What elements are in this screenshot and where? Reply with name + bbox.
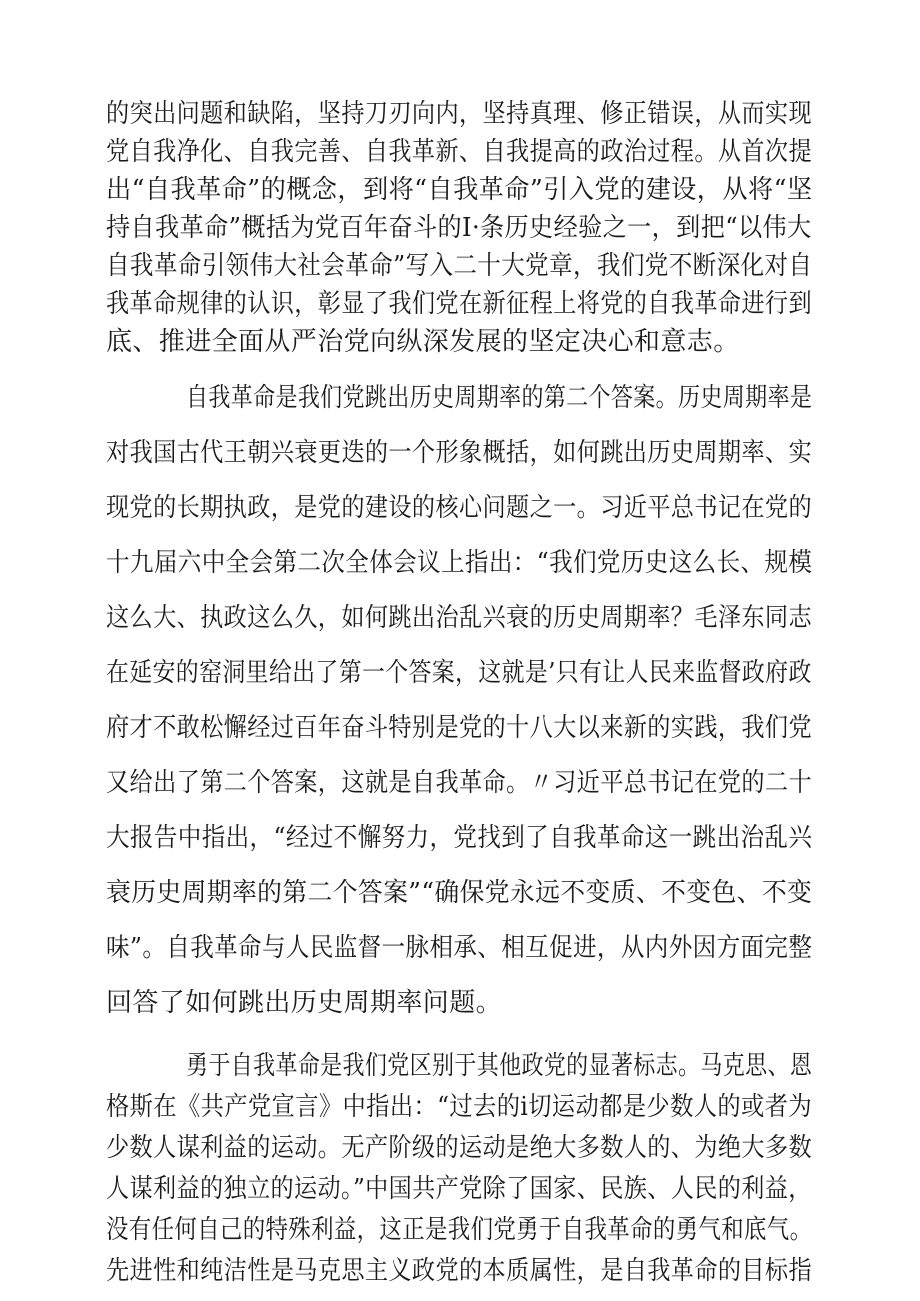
text-line: 在延安的窑洞里给出了第一个答案，这就是’只有让人民来监督政府政	[106, 658, 812, 688]
text-line: 十九届六中全会第二次全体会议上指出：“我们党历史这么长、规模	[106, 548, 813, 578]
text-line: 格斯在《共产党宣言》中指出：“过去的i切运动都是少数人的或者为	[106, 1092, 812, 1122]
text-line: 勇于自我革命是我们党区别于其他政党的显著标志。马克思、恩	[186, 1051, 813, 1081]
text-line: 回答了如何跳出历史周期率问题。	[106, 988, 503, 1018]
text-line: 又给出了第二个答案，这就是自我革命。〃习近平总书记在党的二十	[106, 768, 813, 798]
text-line: 先进性和纯洁性是马克思主义政党的本质属性，是自我革命的目标指	[106, 1256, 813, 1286]
text-line: 衰历史周期率的第二个答案”“确保党永远不变质、不变色、不变	[106, 878, 813, 908]
text-line: 自我革命引领伟大社会革命”写入二十大党章，我们党不断深化对自	[106, 251, 813, 281]
text-line: 的突出问题和缺陷，坚持刀刃向内，坚持真理、修正错误，从而实现	[106, 99, 813, 129]
text-line: 党自我净化、自我完善、自我革新、自我提高的政治过程。从首次提	[106, 137, 813, 167]
text-line: 人谋利益的独立的运动。”中国共产党除了国家、民族、人民的利益，	[106, 1174, 812, 1204]
text-line: 我革命规律的认识，彰显了我们党在新征程上将党的自我革命进行到	[106, 289, 813, 319]
text-line: 现党的长期执政，是党的建设的核心问题之一。习近平总书记在党的	[106, 493, 813, 523]
text-line: 持自我革命”概括为党百年奋斗的I·条历史经验之一，到把“以伟大	[106, 213, 812, 243]
text-line: 自我革命是我们党跳出历史周期率的第二个答案。历史周期率是	[186, 383, 813, 413]
text-line: 没有任何自己的特殊利益，这正是我们党勇于自我革命的勇气和底气。	[106, 1215, 813, 1245]
text-line: 这么大、执政这么久，如何跳出治乱兴衰的历史周期率？毛泽东同志	[106, 603, 813, 633]
text-line: 味”。自我革命与人民监督一脉相承、相互促进，从内外因方面完整	[106, 933, 813, 963]
text-line: 出“自我革命”的概念，到将“自我革命”引入党的建设，从将“坚	[106, 175, 813, 205]
text-line: 大报告中指出，“经过不懈努力，党找到了自我革命这一跳出治乱兴	[106, 823, 813, 853]
text-line: 府才不敢松懈经过百年奋斗特别是党的十八大以来新的实践，我们党	[106, 713, 813, 743]
text-line: 少数人谋利益的运动。无产阶级的运动是绝大多数人的、为绝大多数	[106, 1133, 813, 1163]
text-line: 底、推进全面从严治党向纵深发展的坚定决心和意志。	[106, 327, 740, 357]
text-line: 对我国古代王朝兴衰更迭的一个形象概括，如何跳出历史周期率、实	[106, 438, 813, 468]
